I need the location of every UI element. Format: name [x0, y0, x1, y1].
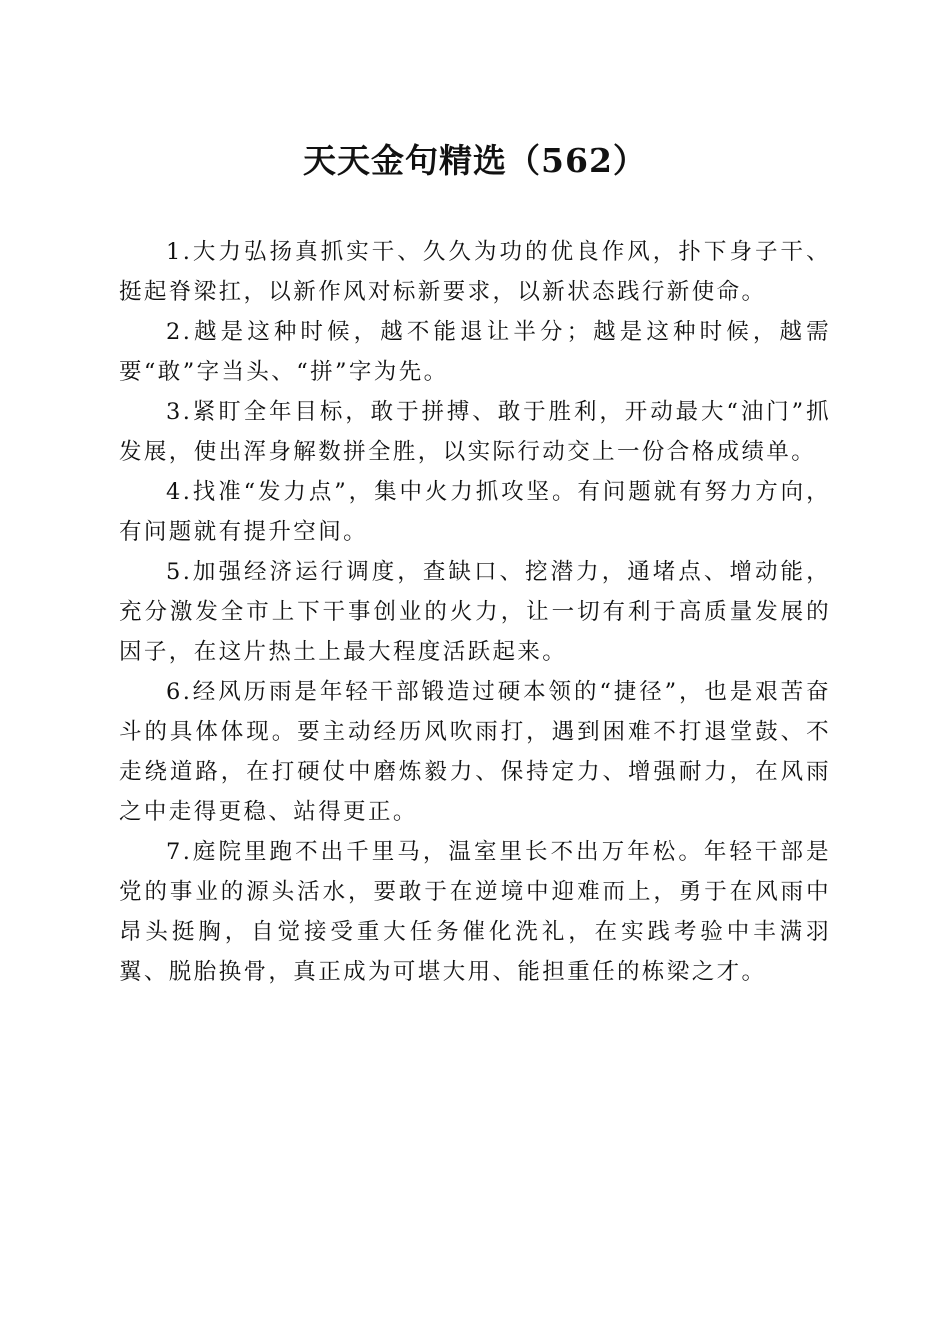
quote-item-5: 5.加强经济运行调度，查缺口、挖潜力，通堵点、增动能，充分激发全市上下干事创业的火力，让一切有利于高质量发展的因子，在这片热土上最大程度活跃起来。 — [119, 559, 831, 665]
document-body — [119, 232, 831, 992]
quote-item-7: 7.庭院里跑不出千里马，温室里长不出万年松。年轻干部是党的事业的源头活水，要敢于在逆境中迎难而上，勇于在风雨中昂头挺胸，自觉接受重大任务催化洗礼，在实践考验中丰满羽翼、脱胎换骨，真正成为可堪大用、能担重任的栋梁之才。 — [119, 839, 831, 985]
page-title: 天天金句精选（562） — [303, 141, 647, 180]
quote-item-4: 4.找准“发力点”，集中火力抓攻坚。有问题就有努力方向，有问题就有提升空间。 — [119, 479, 831, 545]
quote-item-2: 2.越是这种时候，越不能退让半分；越是这种时候，越需要“敢”字当头、“拼”字为先。 — [119, 319, 831, 385]
quote-item-3: 3.紧盯全年目标，敢于拼搏、敢于胜利，开动最大“油门”抓发展，使出浑身解数拼全胜，以实际行动交上一份合格成绩单。 — [119, 399, 831, 465]
quote-item-1: 1.大力弘扬真抓实干、久久为功的优良作风，扑下身子干、挺起脊梁扛，以新作风对标新要求，以新状态践行新使命。 — [119, 239, 831, 305]
quote-item-6: 6.经风历雨是年轻干部锻造过硬本领的“捷径”，也是艰苦奋斗的具体体现。要主动经历风吹雨打，遇到困难不打退堂鼓、不走绕道路，在打硬仗中磨炼毅力、保持定力、增强耐力，在风雨之中走得更稳、站得更正。 — [119, 679, 831, 825]
